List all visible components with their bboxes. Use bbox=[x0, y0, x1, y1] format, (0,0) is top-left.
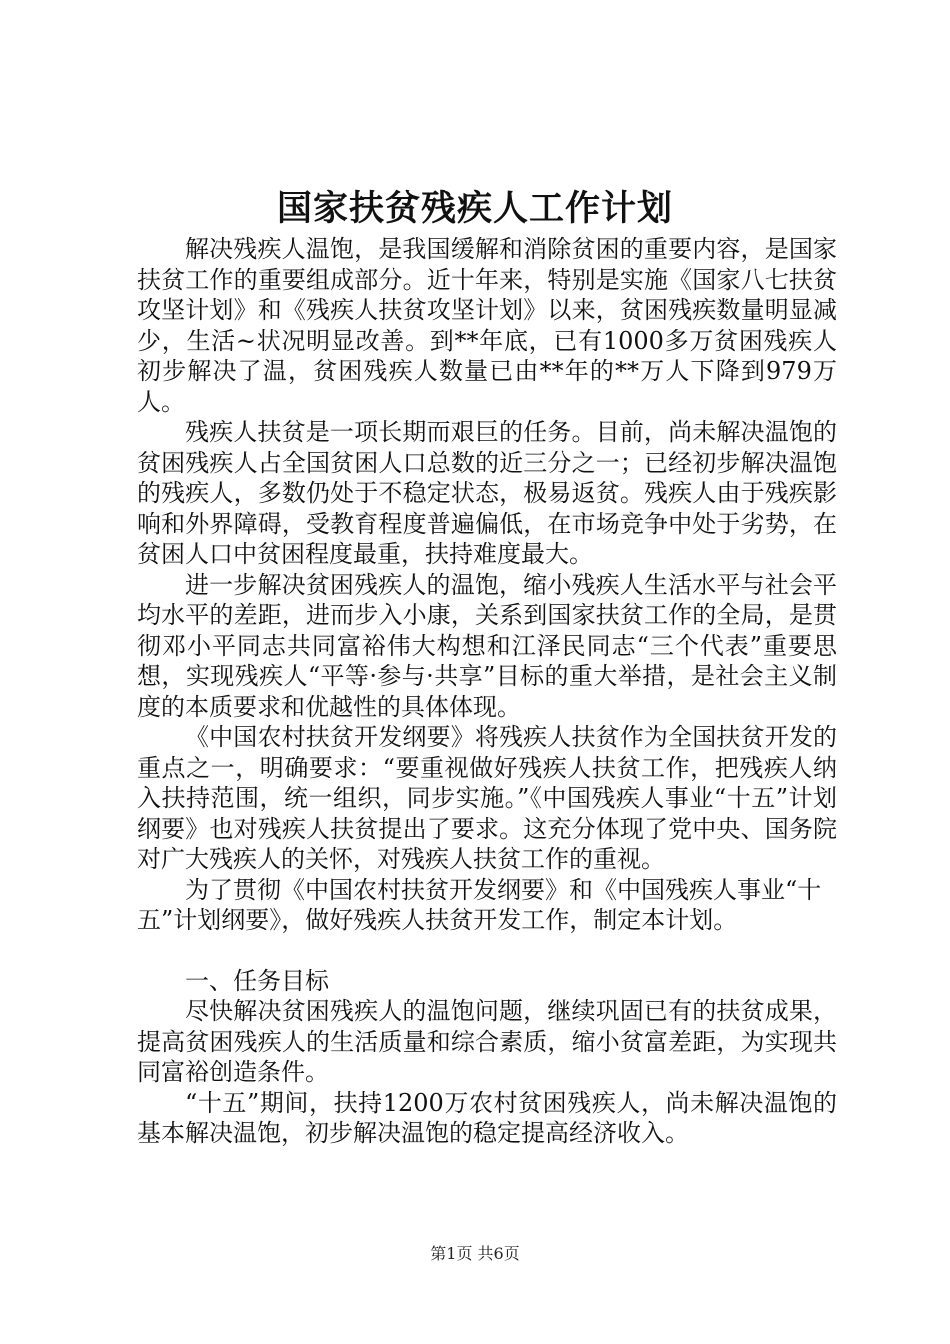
document-body bbox=[137, 234, 837, 1149]
section-heading: 一、任务目标 bbox=[185, 966, 329, 995]
paragraph-significance: 进一步解决贫困残疾人的温饱，缩小残疾人生活水平与社会平均水平的差距，进而步入小康，关系到国家扶贫工作的全局，是贯彻邓小平同志共同富裕伟大构想和江泽民同志“三个代表”重要思想，实现残疾人“平等·参与·共享”目标的重大举措，是社会主义制度的本质要求和优越性的具体体现。 bbox=[137, 570, 837, 721]
paragraph-task-difficulty: 残疾人扶贫是一项长期而艰巨的任务。目前，尚未解决温饱的贫困残疾人占全国贫困人口总数的近三分之一；已经初步解决温饱的残疾人，多数仍处于不稳定状态，极易返贫。残疾人由于残疾影响和外界障碍，受教育程度普遍偏低，在市场竞争中处于劣势，在贫困人口中贫困程度最重，扶持难度最大。 bbox=[137, 418, 837, 568]
document-title: 国家扶贫残疾人工作计划 bbox=[276, 189, 673, 229]
paragraph-goal: 尽快解决贫困残疾人的温饱问题，继续巩固已有的扶贫成果，提高贫困残疾人的生活质量和综合素质，缩小贫富差距，为实现共同富裕创造条件。 bbox=[137, 997, 837, 1086]
paragraph-policy-outline: 《中国农村扶贫开发纲要》将残疾人扶贫作为全国扶贫开发的重点之一，明确要求：“要重视做好残疾人扶贫工作，把残疾人纳入扶持范围，统一组织，同步实施。”《中国残疾人事业“十五”计划纲要》也对残疾人扶贫提出了要求。这充分体现了党中央、国务院对广大残疾人的关怀，对残疾人扶贫工作的重视。 bbox=[137, 723, 837, 873]
paragraph-five-year-target: “十五”期间，扶持1200万农村贫困残疾人，尚未解决温饱的基本解决温饱，初步解决温饱的稳定提高经济收入。 bbox=[137, 1088, 837, 1147]
paragraph-plan-purpose: 为了贯彻《中国农村扶贫开发纲要》和《中国残疾人事业“十五”计划纲要》，做好残疾人扶贫开发工作，制定本计划。 bbox=[137, 875, 822, 934]
paragraph-intro: 解决残疾人温饱，是我国缓解和消除贫困的重要内容，是国家扶贫工作的重要组成部分。近十年来，特别是实施《国家八七扶贫攻坚计划》和《残疾人扶贫攻坚计划》以来，贫困残疾数量明显减少，生活~状况明显改善。到**年底，已有1000多万贫困残疾人初步解决了温，贫困残疾人数量已由**年的**万人下降到979万人。 bbox=[137, 235, 837, 416]
page-footer: 第1页 共6页 bbox=[430, 1244, 520, 1263]
